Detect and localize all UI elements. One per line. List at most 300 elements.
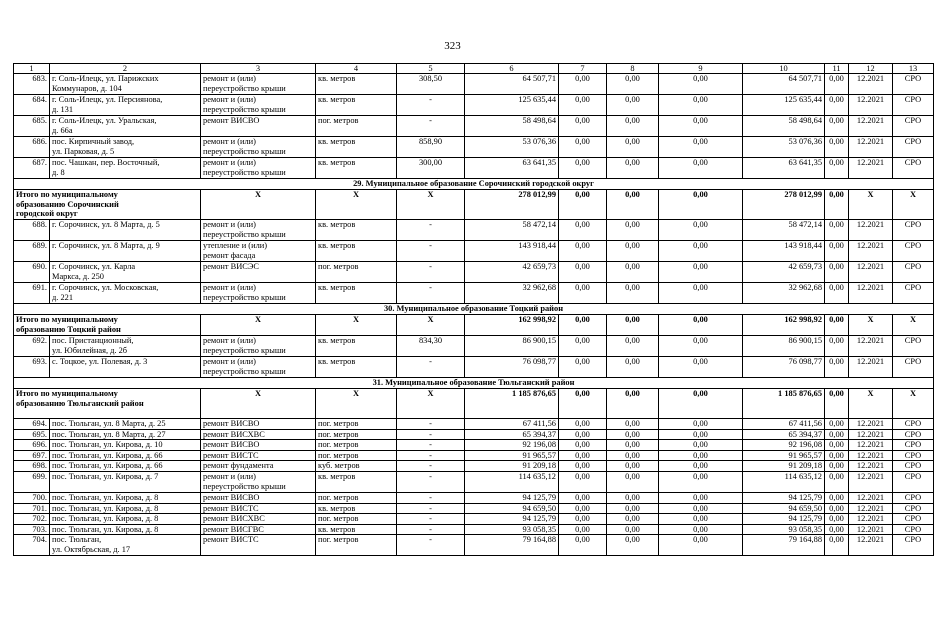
col-9-cell: 0,00: [659, 262, 743, 283]
table-row: [14, 336, 934, 357]
row-number: 703.: [14, 524, 50, 535]
column-header-8: 8: [607, 64, 659, 74]
unit-cell: куб. метров: [316, 461, 397, 472]
org-cell: СРО: [893, 524, 934, 535]
work-type-cell: [201, 471, 316, 492]
work-type-cell-line: ремонт и (или): [203, 357, 256, 366]
page-number: 323: [444, 40, 461, 52]
address-cell: [50, 471, 201, 492]
col-10-cell: 76 098,77: [743, 357, 825, 378]
address-cell-line: г. Сорочинск, ул. Карла: [52, 262, 136, 271]
table-row: [14, 419, 934, 430]
col-7-cell: 0,00: [559, 535, 607, 556]
date-cell: 12.2021: [849, 336, 893, 357]
total-marker: Х: [893, 190, 934, 220]
unit-cell: пог. метров: [316, 262, 397, 283]
date-cell: 12.2021: [849, 137, 893, 158]
total-row: [14, 315, 934, 336]
column-header-11: 11: [825, 64, 849, 74]
org-cell: СРО: [893, 262, 934, 283]
row-number: 689.: [14, 241, 50, 262]
quantity-cell: -: [397, 440, 465, 451]
address-cell: [50, 283, 201, 304]
col-11-cell: 0,00: [825, 419, 849, 430]
col-9-cell: 0,00: [659, 241, 743, 262]
org-cell: СРО: [893, 357, 934, 378]
date-cell: 12.2021: [849, 429, 893, 440]
date-cell: 12.2021: [849, 241, 893, 262]
col-10-cell: 91 209,18: [743, 461, 825, 472]
col-10-cell: 58 472,14: [743, 220, 825, 241]
quantity-cell: -: [397, 116, 465, 137]
total-col-10: 1 185 876,65: [743, 389, 825, 419]
col-11-cell: 0,00: [825, 535, 849, 556]
org-cell: СРО: [893, 492, 934, 503]
col-11-cell: 0,00: [825, 440, 849, 451]
work-type-cell-line: ремонт ВИСВО: [203, 116, 260, 125]
address-cell-line: д. 131: [52, 104, 74, 114]
column-header-13: 13: [893, 64, 934, 74]
work-type-cell: [201, 137, 316, 158]
section-title: 30. Муниципальное образование Тоцкий район: [14, 304, 934, 315]
work-type-cell-line: ремонт ВИСТС: [203, 535, 259, 545]
work-type-cell: [201, 429, 316, 440]
work-type-cell-line: переустройство крыши: [203, 366, 286, 376]
total-marker: Х: [849, 389, 893, 419]
table-row: [14, 74, 934, 95]
org-cell: СРО: [893, 241, 934, 262]
col-8-cell: 0,00: [607, 357, 659, 378]
col-10-cell: 86 900,15: [743, 336, 825, 357]
row-number: 687.: [14, 158, 50, 179]
quantity-cell: 834,30: [397, 336, 465, 357]
address-cell: [50, 461, 201, 472]
total-label-line: Итого по муниципальному: [16, 389, 118, 398]
total-row: [14, 389, 934, 419]
total-col-7: 0,00: [559, 389, 607, 419]
unit-cell: пог. метров: [316, 535, 397, 556]
work-type-cell-line: ремонт фасада: [203, 250, 256, 260]
total-label-line: Итого по муниципальному: [16, 315, 118, 324]
col-11-cell: 0,00: [825, 283, 849, 304]
address-cell-line: пос. Тюльган, ул. Кирова, д. 8: [52, 492, 159, 502]
col-9-cell: 0,00: [659, 429, 743, 440]
work-type-cell: [201, 283, 316, 304]
col-7-cell: 0,00: [559, 524, 607, 535]
col-7-cell: 0,00: [559, 461, 607, 472]
quantity-cell: -: [397, 429, 465, 440]
col-11-cell: 0,00: [825, 262, 849, 283]
col-9-cell: 0,00: [659, 535, 743, 556]
work-type-cell-line: ремонт ВИСВО: [203, 492, 260, 502]
col-9-cell: 0,00: [659, 492, 743, 503]
col-8-cell: 0,00: [607, 440, 659, 451]
work-type-cell-line: ремонт ВИСЭС: [203, 262, 259, 271]
total-marker: Х: [397, 190, 465, 220]
total-cost: 162 998,92: [465, 315, 559, 336]
section-header-row: [14, 179, 934, 190]
address-cell-line: пос. Тюльган, ул. Кирова, д. 7: [52, 471, 159, 481]
total-label: [14, 315, 201, 336]
column-header-10: 10: [743, 64, 825, 74]
date-cell: 12.2021: [849, 461, 893, 472]
col-7-cell: 0,00: [559, 137, 607, 158]
address-cell-line: г. Сорочинск, ул. 8 Марта, д. 9: [52, 241, 160, 250]
date-cell: 12.2021: [849, 450, 893, 461]
col-8-cell: 0,00: [607, 461, 659, 472]
col-11-cell: 0,00: [825, 116, 849, 137]
unit-cell: пог. метров: [316, 116, 397, 137]
work-type-cell: [201, 158, 316, 179]
total-col-9: 0,00: [659, 315, 743, 336]
table-row: [14, 492, 934, 503]
total-label-line: образованию Сорочинский: [16, 199, 119, 209]
column-header-2: 2: [50, 64, 201, 74]
row-number: 694.: [14, 419, 50, 430]
date-cell: 12.2021: [849, 283, 893, 304]
date-cell: 12.2021: [849, 220, 893, 241]
total-col-9: 0,00: [659, 190, 743, 220]
org-cell: СРО: [893, 220, 934, 241]
date-cell: 12.2021: [849, 116, 893, 137]
row-number: 699.: [14, 471, 50, 492]
table-row: [14, 116, 934, 137]
date-cell: 12.2021: [849, 535, 893, 556]
quantity-cell: -: [397, 220, 465, 241]
col-10-cell: 32 962,68: [743, 283, 825, 304]
col-8-cell: 0,00: [607, 524, 659, 535]
address-cell-line: пос. Пристанционный,: [52, 336, 134, 345]
cost-cell: 58 498,64: [465, 116, 559, 137]
work-type-cell-line: утепление и (или): [203, 241, 268, 250]
date-cell: 12.2021: [849, 95, 893, 116]
work-type-cell-line: переустройство крыши: [203, 292, 286, 302]
quantity-cell: -: [397, 95, 465, 116]
col-8-cell: 0,00: [607, 450, 659, 461]
quantity-cell: -: [397, 461, 465, 472]
total-cost: 278 012,99: [465, 190, 559, 220]
col-9-cell: 0,00: [659, 220, 743, 241]
col-11-cell: 0,00: [825, 524, 849, 535]
row-number: 685.: [14, 116, 50, 137]
table-row: [14, 95, 934, 116]
address-cell-line: г. Соль-Илецк, ул. Персиянова,: [52, 95, 163, 104]
column-header-9: 9: [659, 64, 743, 74]
cost-cell: 79 164,88: [465, 535, 559, 556]
col-8-cell: 0,00: [607, 336, 659, 357]
work-type-cell-line: переустройство крыши: [203, 481, 286, 491]
row-number: 698.: [14, 461, 50, 472]
total-col-8: 0,00: [607, 315, 659, 336]
col-8-cell: 0,00: [607, 419, 659, 430]
org-cell: СРО: [893, 74, 934, 95]
work-type-cell: [201, 262, 316, 283]
col-10-cell: 93 058,35: [743, 524, 825, 535]
quantity-cell: -: [397, 471, 465, 492]
work-type-cell-line: ремонт ВИСТС: [203, 503, 259, 513]
work-type-cell: [201, 450, 316, 461]
org-cell: СРО: [893, 95, 934, 116]
address-cell-line: пос. Тюльган, ул. 8 Марта, д. 25: [52, 419, 166, 428]
address-cell-line: с. Тоцкое, ул. Полевая, д. 3: [52, 357, 148, 366]
org-cell: СРО: [893, 158, 934, 179]
work-type-cell: [201, 524, 316, 535]
unit-cell: пог. метров: [316, 450, 397, 461]
unit-cell: кв. метров: [316, 220, 397, 241]
total-col-8: 0,00: [607, 190, 659, 220]
column-header-6: 6: [465, 64, 559, 74]
col-7-cell: 0,00: [559, 283, 607, 304]
col-8-cell: 0,00: [607, 535, 659, 556]
total-label: [14, 190, 201, 220]
col-7-cell: 0,00: [559, 95, 607, 116]
unit-cell: кв. метров: [316, 283, 397, 304]
work-type-cell-line: ремонт и (или): [203, 95, 256, 104]
work-type-cell: [201, 419, 316, 430]
total-marker: Х: [201, 315, 316, 336]
col-10-cell: 143 918,44: [743, 241, 825, 262]
cost-cell: 143 918,44: [465, 241, 559, 262]
cost-cell: 94 125,79: [465, 492, 559, 503]
address-cell-line: пос. Кирпичный завод,: [52, 137, 135, 146]
cost-cell: 91 209,18: [465, 461, 559, 472]
column-header-5: 5: [397, 64, 465, 74]
col-10-cell: 125 635,44: [743, 95, 825, 116]
unit-cell: кв. метров: [316, 336, 397, 357]
address-cell-line: Коммунаров, д. 104: [52, 83, 122, 93]
total-marker: Х: [316, 190, 397, 220]
work-type-cell: [201, 336, 316, 357]
table-row: [14, 440, 934, 451]
row-number: 684.: [14, 95, 50, 116]
cost-cell: 58 472,14: [465, 220, 559, 241]
address-cell-line: пос. Тюльган,: [52, 535, 102, 545]
column-number-header: [14, 64, 934, 74]
col-9-cell: 0,00: [659, 95, 743, 116]
work-type-cell: [201, 357, 316, 378]
total-label: [14, 389, 201, 419]
work-type-cell-line: переустройство крыши: [203, 83, 286, 93]
cost-cell: 114 635,12: [465, 471, 559, 492]
total-row: [14, 190, 934, 220]
table-row: [14, 158, 934, 179]
quantity-cell: -: [397, 535, 465, 556]
total-col-8: 0,00: [607, 389, 659, 419]
row-number: 691.: [14, 283, 50, 304]
address-cell-line: г. Соль-Илецк, ул. Уральская,: [52, 116, 157, 125]
table-row: [14, 524, 934, 535]
col-8-cell: 0,00: [607, 74, 659, 95]
total-col-11: 0,00: [825, 389, 849, 419]
table-row: [14, 220, 934, 241]
work-type-cell-line: переустройство крыши: [203, 229, 286, 239]
col-8-cell: 0,00: [607, 492, 659, 503]
col-9-cell: 0,00: [659, 283, 743, 304]
address-cell-line: г. Сорочинск, ул. 8 Марта, д. 5: [52, 220, 160, 229]
quantity-cell: -: [397, 241, 465, 262]
col-8-cell: 0,00: [607, 241, 659, 262]
address-cell-line: пос. Тюльган, ул. Кирова, д. 8: [52, 514, 159, 524]
work-type-cell-line: ремонт и (или): [203, 471, 256, 481]
table-row: [14, 503, 934, 514]
quantity-cell: 308,50: [397, 74, 465, 95]
cost-cell: 63 641,35: [465, 158, 559, 179]
total-marker: Х: [893, 315, 934, 336]
date-cell: 12.2021: [849, 471, 893, 492]
work-type-cell-line: ремонт ВИСВО: [203, 440, 260, 450]
cost-cell: 94 659,50: [465, 503, 559, 514]
work-type-cell-line: переустройство крыши: [203, 167, 286, 177]
quantity-cell: -: [397, 524, 465, 535]
date-cell: 12.2021: [849, 503, 893, 514]
cost-cell: 86 900,15: [465, 336, 559, 357]
total-cost: 1 185 876,65: [465, 389, 559, 419]
org-cell: СРО: [893, 429, 934, 440]
col-10-cell: 79 164,88: [743, 535, 825, 556]
address-cell: [50, 492, 201, 503]
address-cell: [50, 74, 201, 95]
total-col-10: 162 998,92: [743, 315, 825, 336]
col-8-cell: 0,00: [607, 503, 659, 514]
section-header-row: [14, 304, 934, 315]
address-cell: [50, 220, 201, 241]
work-type-cell: [201, 74, 316, 95]
column-header-1: 1: [14, 64, 50, 74]
address-cell-line: ул. Октябрьская, д. 17: [52, 544, 131, 554]
address-cell: [50, 429, 201, 440]
total-marker: Х: [397, 315, 465, 336]
col-10-cell: 53 076,36: [743, 137, 825, 158]
address-cell-line: д. 66а: [52, 125, 73, 135]
col-7-cell: 0,00: [559, 220, 607, 241]
col-10-cell: 91 965,57: [743, 450, 825, 461]
col-7-cell: 0,00: [559, 429, 607, 440]
cost-cell: 93 058,35: [465, 524, 559, 535]
address-cell: [50, 95, 201, 116]
address-cell-line: пос. Тюльган, ул. Кирова, д. 66: [52, 461, 163, 471]
row-number: 696.: [14, 440, 50, 451]
address-cell: [50, 336, 201, 357]
work-type-cell-line: ремонт и (или): [203, 74, 256, 83]
address-cell-line: д. 8: [52, 167, 65, 177]
col-10-cell: 64 507,71: [743, 74, 825, 95]
address-cell: [50, 440, 201, 451]
col-11-cell: 0,00: [825, 241, 849, 262]
date-cell: 12.2021: [849, 514, 893, 525]
address-cell-line: пос. Тюльган, ул. Кирова, д. 66: [52, 450, 163, 460]
total-label-line: городской округ: [16, 209, 78, 219]
row-number: 690.: [14, 262, 50, 283]
work-type-cell-line: ремонт ВИСТС: [203, 450, 259, 460]
col-7-cell: 0,00: [559, 74, 607, 95]
address-cell-line: г. Сорочинск, ул. Московская,: [52, 283, 159, 292]
col-10-cell: 94 125,79: [743, 492, 825, 503]
work-type-cell: [201, 241, 316, 262]
table-row: [14, 461, 934, 472]
col-9-cell: 0,00: [659, 137, 743, 158]
address-cell: [50, 137, 201, 158]
org-cell: СРО: [893, 116, 934, 137]
org-cell: СРО: [893, 440, 934, 451]
table-row: [14, 241, 934, 262]
work-type-cell-line: ремонт ВИСВО: [203, 419, 260, 428]
work-type-cell-line: ремонт и (или): [203, 137, 256, 146]
address-cell-line: пос. Чашкан, пер. Восточный,: [52, 158, 160, 167]
unit-cell: кв. метров: [316, 524, 397, 535]
unit-cell: кв. метров: [316, 74, 397, 95]
col-7-cell: 0,00: [559, 158, 607, 179]
work-type-cell-line: ремонт и (или): [203, 158, 256, 167]
work-type-cell: [201, 440, 316, 451]
quantity-cell: -: [397, 450, 465, 461]
address-cell: [50, 503, 201, 514]
row-number: 688.: [14, 220, 50, 241]
address-cell-line: Маркса, д. 250: [52, 271, 104, 281]
cost-cell: 92 196,08: [465, 440, 559, 451]
col-10-cell: 94 125,79: [743, 514, 825, 525]
table-row: [14, 535, 934, 556]
work-type-cell: [201, 95, 316, 116]
quantity-cell: -: [397, 503, 465, 514]
org-cell: СРО: [893, 461, 934, 472]
address-cell-line: пос. Тюльган, ул. Кирова, д. 8: [52, 503, 159, 513]
date-cell: 12.2021: [849, 419, 893, 430]
col-9-cell: 0,00: [659, 461, 743, 472]
col-9-cell: 0,00: [659, 450, 743, 461]
col-11-cell: 0,00: [825, 471, 849, 492]
work-type-cell-line: переустройство крыши: [203, 146, 286, 156]
work-type-cell-line: ремонт и (или): [203, 336, 256, 345]
section-title: 31. Муниципальное образование Тюльганский район: [14, 378, 934, 389]
col-10-cell: 92 196,08: [743, 440, 825, 451]
cost-cell: 42 659,73: [465, 262, 559, 283]
row-number: 683.: [14, 74, 50, 95]
col-11-cell: 0,00: [825, 450, 849, 461]
quantity-cell: -: [397, 514, 465, 525]
table-row: [14, 283, 934, 304]
cost-cell: 67 411,56: [465, 419, 559, 430]
address-cell-line: г. Соль-Илецк, ул. Парижских: [52, 74, 159, 83]
total-marker: Х: [201, 389, 316, 419]
table-row: [14, 450, 934, 461]
total-label-line: образованию Тоцкий район: [16, 324, 121, 334]
address-cell: [50, 514, 201, 525]
row-number: 697.: [14, 450, 50, 461]
org-cell: СРО: [893, 503, 934, 514]
total-col-7: 0,00: [559, 190, 607, 220]
col-8-cell: 0,00: [607, 95, 659, 116]
col-9-cell: 0,00: [659, 419, 743, 430]
col-8-cell: 0,00: [607, 471, 659, 492]
col-9-cell: 0,00: [659, 471, 743, 492]
unit-cell: пог. метров: [316, 440, 397, 451]
col-7-cell: 0,00: [559, 262, 607, 283]
total-marker: Х: [316, 389, 397, 419]
quantity-cell: -: [397, 283, 465, 304]
col-7-cell: 0,00: [559, 336, 607, 357]
unit-cell: кв. метров: [316, 137, 397, 158]
row-number: 686.: [14, 137, 50, 158]
col-8-cell: 0,00: [607, 262, 659, 283]
unit-cell: пог. метров: [316, 419, 397, 430]
col-7-cell: 0,00: [559, 450, 607, 461]
work-type-cell-line: ремонт ВИСХВС: [203, 514, 265, 524]
col-7-cell: 0,00: [559, 503, 607, 514]
unit-cell: кв. метров: [316, 241, 397, 262]
org-cell: СРО: [893, 336, 934, 357]
table-row: [14, 514, 934, 525]
col-11-cell: 0,00: [825, 336, 849, 357]
